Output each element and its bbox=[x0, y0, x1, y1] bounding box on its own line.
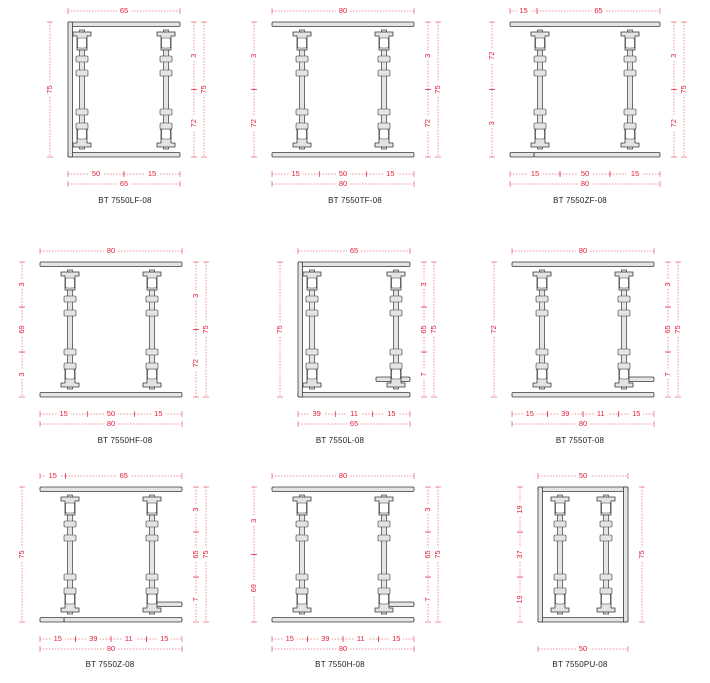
dimension-label: 3 bbox=[668, 53, 678, 58]
web-tab bbox=[536, 296, 548, 302]
clip-cavity bbox=[298, 503, 307, 513]
profile-wall bbox=[40, 393, 182, 398]
dimension-label: 3 bbox=[662, 282, 672, 287]
web-tab bbox=[600, 521, 612, 527]
web-tab bbox=[76, 109, 88, 115]
dimension-label: 3 bbox=[190, 293, 200, 298]
web-tab bbox=[64, 574, 76, 580]
dimension-label: 65 bbox=[594, 5, 603, 15]
profile-wall bbox=[538, 618, 628, 623]
dimension-label: 72 bbox=[488, 325, 498, 334]
dimension-label: 80 bbox=[580, 178, 590, 188]
dimension-label: 15 bbox=[530, 168, 540, 178]
web-tab bbox=[618, 296, 630, 302]
dimension-label: 80 bbox=[338, 5, 348, 15]
dimension-label: 3 bbox=[422, 53, 432, 58]
profile-label-l: BT 7550L-08 bbox=[315, 436, 365, 445]
web-tab bbox=[618, 363, 630, 369]
clip-cavity bbox=[392, 369, 401, 379]
dimension-label: 3 bbox=[486, 121, 496, 126]
web-tab bbox=[64, 296, 76, 302]
web-tab bbox=[554, 588, 566, 594]
dimension-label: 15 bbox=[147, 168, 157, 178]
profile-label-h: BT 7550H-08 bbox=[315, 660, 365, 669]
web-tab bbox=[64, 310, 76, 316]
profile-label-z: BT 7550Z-08 bbox=[85, 660, 135, 669]
web-tab bbox=[146, 310, 158, 316]
dimension-label: 39 bbox=[89, 633, 98, 643]
dimension-label: 75 bbox=[198, 85, 208, 94]
dimension-label: 75 bbox=[432, 550, 442, 559]
clip-cavity bbox=[66, 503, 75, 513]
dimension-label: 75 bbox=[200, 325, 210, 334]
web-tab bbox=[146, 521, 158, 527]
web-tab bbox=[146, 363, 158, 369]
web-tab bbox=[146, 588, 158, 594]
dimension-label: 7 bbox=[662, 372, 672, 377]
profile-label-hf: BT 7550HF-08 bbox=[97, 436, 153, 445]
dimension-label: 65 bbox=[349, 418, 359, 428]
web-tab bbox=[378, 70, 390, 76]
profile-wall bbox=[538, 487, 628, 492]
profile-lf bbox=[45, 6, 209, 189]
dimension-label: 80 bbox=[578, 418, 588, 428]
web-tab bbox=[306, 310, 318, 316]
dimension-label: 80 bbox=[338, 643, 348, 653]
dimension-label: 65 bbox=[418, 325, 428, 334]
clip-cavity bbox=[148, 594, 157, 604]
dimension-label: 39 bbox=[321, 633, 330, 643]
dimension-label: 50 bbox=[91, 168, 101, 178]
web-tab bbox=[618, 310, 630, 316]
web-tab bbox=[624, 123, 636, 129]
clip-cavity bbox=[148, 503, 157, 513]
dimension-label: 15 bbox=[632, 408, 641, 418]
profile-wall bbox=[298, 262, 303, 397]
clip-cavity bbox=[308, 278, 317, 288]
clip-cavity bbox=[538, 369, 547, 379]
dimension-label: 50 bbox=[338, 168, 348, 178]
web-tab bbox=[390, 363, 402, 369]
web-tab bbox=[618, 349, 630, 355]
web-tab bbox=[536, 349, 548, 355]
dimension-label: 75 bbox=[432, 85, 442, 94]
dimension-label: 15 bbox=[53, 633, 62, 643]
web-tab bbox=[536, 363, 548, 369]
clip-cavity bbox=[556, 594, 565, 604]
dimension-label: 75 bbox=[16, 550, 26, 559]
dimension-label: 50 bbox=[578, 470, 588, 480]
web-tab bbox=[554, 535, 566, 541]
dimension-label: 50 bbox=[580, 168, 590, 178]
dimension-label: 75 bbox=[678, 85, 688, 94]
clip-cavity bbox=[298, 38, 307, 48]
profile-wall bbox=[510, 22, 660, 27]
profile-wall bbox=[272, 618, 414, 623]
dimension-label: 11 bbox=[356, 633, 365, 643]
clip-cavity bbox=[380, 38, 389, 48]
dimension-label: 65 bbox=[119, 178, 129, 188]
profile-wall bbox=[534, 153, 660, 158]
web-tab bbox=[76, 70, 88, 76]
web-tab bbox=[296, 70, 308, 76]
profile-wall bbox=[624, 487, 629, 622]
clip-cavity bbox=[626, 38, 635, 48]
clip-cavity bbox=[66, 594, 75, 604]
web-tab bbox=[64, 588, 76, 594]
dimension-label: 15 bbox=[160, 633, 169, 643]
clip-cavity bbox=[536, 38, 545, 48]
web-tab bbox=[534, 123, 546, 129]
web-tab bbox=[146, 296, 158, 302]
dimension-label: 15 bbox=[59, 408, 68, 418]
web-tab bbox=[64, 363, 76, 369]
dimension-label: 80 bbox=[106, 245, 116, 255]
dimension-label: 80 bbox=[578, 245, 588, 255]
dimension-label: 37 bbox=[514, 550, 524, 559]
dimension-label: 19 bbox=[514, 505, 524, 514]
profile-label-pu: BT 7550PU-08 bbox=[552, 660, 608, 669]
web-tab bbox=[64, 349, 76, 355]
dimension-label: 65 bbox=[190, 550, 200, 559]
profile-wall bbox=[68, 153, 180, 158]
web-tab bbox=[306, 296, 318, 302]
clip-cavity bbox=[298, 129, 307, 139]
dimension-label: 15 bbox=[387, 408, 396, 418]
dimension-label: 72 bbox=[486, 51, 496, 60]
dimension-label: 3 bbox=[422, 507, 432, 512]
profile-wall bbox=[272, 487, 414, 492]
dimension-label: 7 bbox=[418, 372, 428, 377]
dimension-label: 11 bbox=[596, 408, 605, 418]
dimension-label: 50 bbox=[578, 643, 588, 653]
web-tab bbox=[296, 574, 308, 580]
web-tab bbox=[390, 349, 402, 355]
clip-cavity bbox=[626, 129, 635, 139]
dimension-label: 72 bbox=[422, 119, 432, 128]
clip-cavity bbox=[392, 278, 401, 288]
web-tab bbox=[600, 535, 612, 541]
web-tab bbox=[160, 109, 172, 115]
profile-pu bbox=[515, 471, 647, 654]
dimension-label: 15 bbox=[285, 633, 294, 643]
dimension-label: 15 bbox=[525, 408, 534, 418]
profile-label-tf: BT 7550TF-08 bbox=[328, 196, 382, 205]
dimension-label: 75 bbox=[636, 550, 646, 559]
web-tab bbox=[534, 109, 546, 115]
clip-cavity bbox=[148, 369, 157, 379]
web-tab bbox=[76, 56, 88, 62]
dimension-label: 80 bbox=[338, 470, 348, 480]
web-tab bbox=[146, 535, 158, 541]
web-tab bbox=[76, 123, 88, 129]
web-tab bbox=[378, 56, 390, 62]
profile-t bbox=[489, 246, 683, 429]
web-tab bbox=[296, 56, 308, 62]
dimension-label: 65 bbox=[119, 470, 128, 480]
dimension-label: 80 bbox=[338, 178, 348, 188]
dimension-label: 3 bbox=[188, 53, 198, 58]
web-tab bbox=[378, 521, 390, 527]
web-tab bbox=[296, 109, 308, 115]
dimension-label: 11 bbox=[350, 408, 358, 418]
clip-cavity bbox=[602, 594, 611, 604]
web-tab bbox=[624, 109, 636, 115]
profile-wall bbox=[272, 153, 414, 158]
profile-wall bbox=[40, 262, 182, 267]
profile-h bbox=[249, 471, 443, 654]
clip-cavity bbox=[162, 38, 171, 48]
dimension-label: 65 bbox=[119, 5, 129, 15]
web-tab bbox=[534, 70, 546, 76]
web-tab bbox=[378, 123, 390, 129]
dimension-label: 15 bbox=[630, 168, 640, 178]
dimension-label: 80 bbox=[106, 643, 116, 653]
dimension-label: 15 bbox=[48, 470, 57, 480]
web-tab bbox=[64, 521, 76, 527]
web-tab bbox=[378, 535, 390, 541]
dimension-label: 7 bbox=[422, 597, 432, 602]
dimension-label: 15 bbox=[519, 5, 528, 15]
profile-label-zf: BT 7550ZF-08 bbox=[553, 196, 607, 205]
profile-zf bbox=[487, 6, 689, 189]
web-tab bbox=[146, 574, 158, 580]
dimension-label: 3 bbox=[16, 372, 26, 377]
dimension-label: 3 bbox=[418, 282, 428, 287]
profile-wall bbox=[298, 393, 410, 398]
dimension-label: 72 bbox=[188, 119, 198, 128]
web-tab bbox=[160, 123, 172, 129]
clip-cavity bbox=[620, 369, 629, 379]
dimension-label: 75 bbox=[672, 325, 682, 334]
web-tab bbox=[554, 521, 566, 527]
profile-wall bbox=[510, 153, 534, 158]
clip-cavity bbox=[78, 38, 87, 48]
web-tab bbox=[306, 363, 318, 369]
dimension-label: 69 bbox=[16, 325, 26, 334]
web-tab bbox=[64, 535, 76, 541]
profile-z bbox=[17, 471, 211, 654]
dimension-label: 19 bbox=[514, 595, 524, 604]
clip-cavity bbox=[380, 129, 389, 139]
profile-l bbox=[275, 246, 439, 429]
dimension-label: 80 bbox=[106, 418, 116, 428]
web-tab bbox=[536, 310, 548, 316]
dimension-label: 3 bbox=[190, 507, 200, 512]
dimension-label: 39 bbox=[561, 408, 570, 418]
clip-cavity bbox=[380, 594, 389, 604]
dimension-label: 15 bbox=[386, 168, 395, 178]
profile-wall bbox=[512, 393, 654, 398]
clip-cavity bbox=[602, 503, 611, 513]
web-tab bbox=[306, 349, 318, 355]
web-tab bbox=[600, 574, 612, 580]
dimension-label: 11 bbox=[124, 633, 133, 643]
dimension-label: 65 bbox=[349, 245, 359, 255]
clip-cavity bbox=[298, 594, 307, 604]
clip-cavity bbox=[308, 369, 317, 379]
profile-wall bbox=[68, 22, 180, 27]
web-tab bbox=[390, 310, 402, 316]
web-tab bbox=[160, 56, 172, 62]
web-tab bbox=[296, 123, 308, 129]
web-tab bbox=[534, 56, 546, 62]
web-tab bbox=[390, 296, 402, 302]
dimension-label: 75 bbox=[428, 325, 438, 334]
profile-wall bbox=[64, 618, 182, 623]
profile-label-lf: BT 7550LF-08 bbox=[98, 196, 152, 205]
clip-cavity bbox=[380, 503, 389, 513]
dimension-label: 72 bbox=[190, 359, 200, 368]
profile-wall bbox=[538, 487, 543, 622]
dimension-label: 3 bbox=[248, 518, 258, 523]
profile-wall bbox=[68, 22, 73, 157]
clip-cavity bbox=[536, 129, 545, 139]
profile-wall bbox=[512, 262, 654, 267]
clip-cavity bbox=[162, 129, 171, 139]
dimension-label: 75 bbox=[44, 85, 54, 94]
web-tab bbox=[146, 349, 158, 355]
clip-cavity bbox=[556, 503, 565, 513]
clip-cavity bbox=[66, 278, 75, 288]
profile-tf bbox=[249, 6, 443, 189]
dimension-label: 72 bbox=[668, 119, 678, 128]
dimension-label: 65 bbox=[422, 550, 432, 559]
dimension-label: 3 bbox=[16, 282, 26, 287]
dimension-label: 39 bbox=[312, 408, 321, 418]
clip-cavity bbox=[78, 129, 87, 139]
web-tab bbox=[296, 588, 308, 594]
web-tab bbox=[624, 70, 636, 76]
profile-wall bbox=[298, 262, 410, 267]
web-tab bbox=[600, 588, 612, 594]
clip-cavity bbox=[148, 278, 157, 288]
web-tab bbox=[378, 588, 390, 594]
clip-cavity bbox=[538, 278, 547, 288]
dimension-label: 7 bbox=[190, 597, 200, 602]
dimension-label: 75 bbox=[200, 550, 210, 559]
profile-wall bbox=[272, 22, 414, 27]
profile-wall bbox=[40, 487, 182, 492]
dimension-label: 15 bbox=[154, 408, 163, 418]
dimension-label: 15 bbox=[291, 168, 300, 178]
web-tab bbox=[296, 521, 308, 527]
clip-cavity bbox=[66, 369, 75, 379]
web-tab bbox=[554, 574, 566, 580]
profile-hf bbox=[17, 246, 211, 429]
dimension-label: 72 bbox=[248, 119, 258, 128]
dimension-label: 50 bbox=[106, 408, 116, 418]
dimension-label: 65 bbox=[662, 325, 672, 334]
dimension-label: 69 bbox=[248, 584, 258, 593]
dimension-label: 15 bbox=[392, 633, 401, 643]
web-tab bbox=[624, 56, 636, 62]
web-tab bbox=[160, 70, 172, 76]
profile-label-t: BT 7550T-08 bbox=[555, 436, 605, 445]
dimension-label: 3 bbox=[248, 53, 258, 58]
clip-cavity bbox=[620, 278, 629, 288]
profile-wall bbox=[40, 618, 64, 623]
web-tab bbox=[378, 574, 390, 580]
web-tab bbox=[296, 535, 308, 541]
web-tab bbox=[378, 109, 390, 115]
dimension-label: 75 bbox=[274, 325, 284, 334]
